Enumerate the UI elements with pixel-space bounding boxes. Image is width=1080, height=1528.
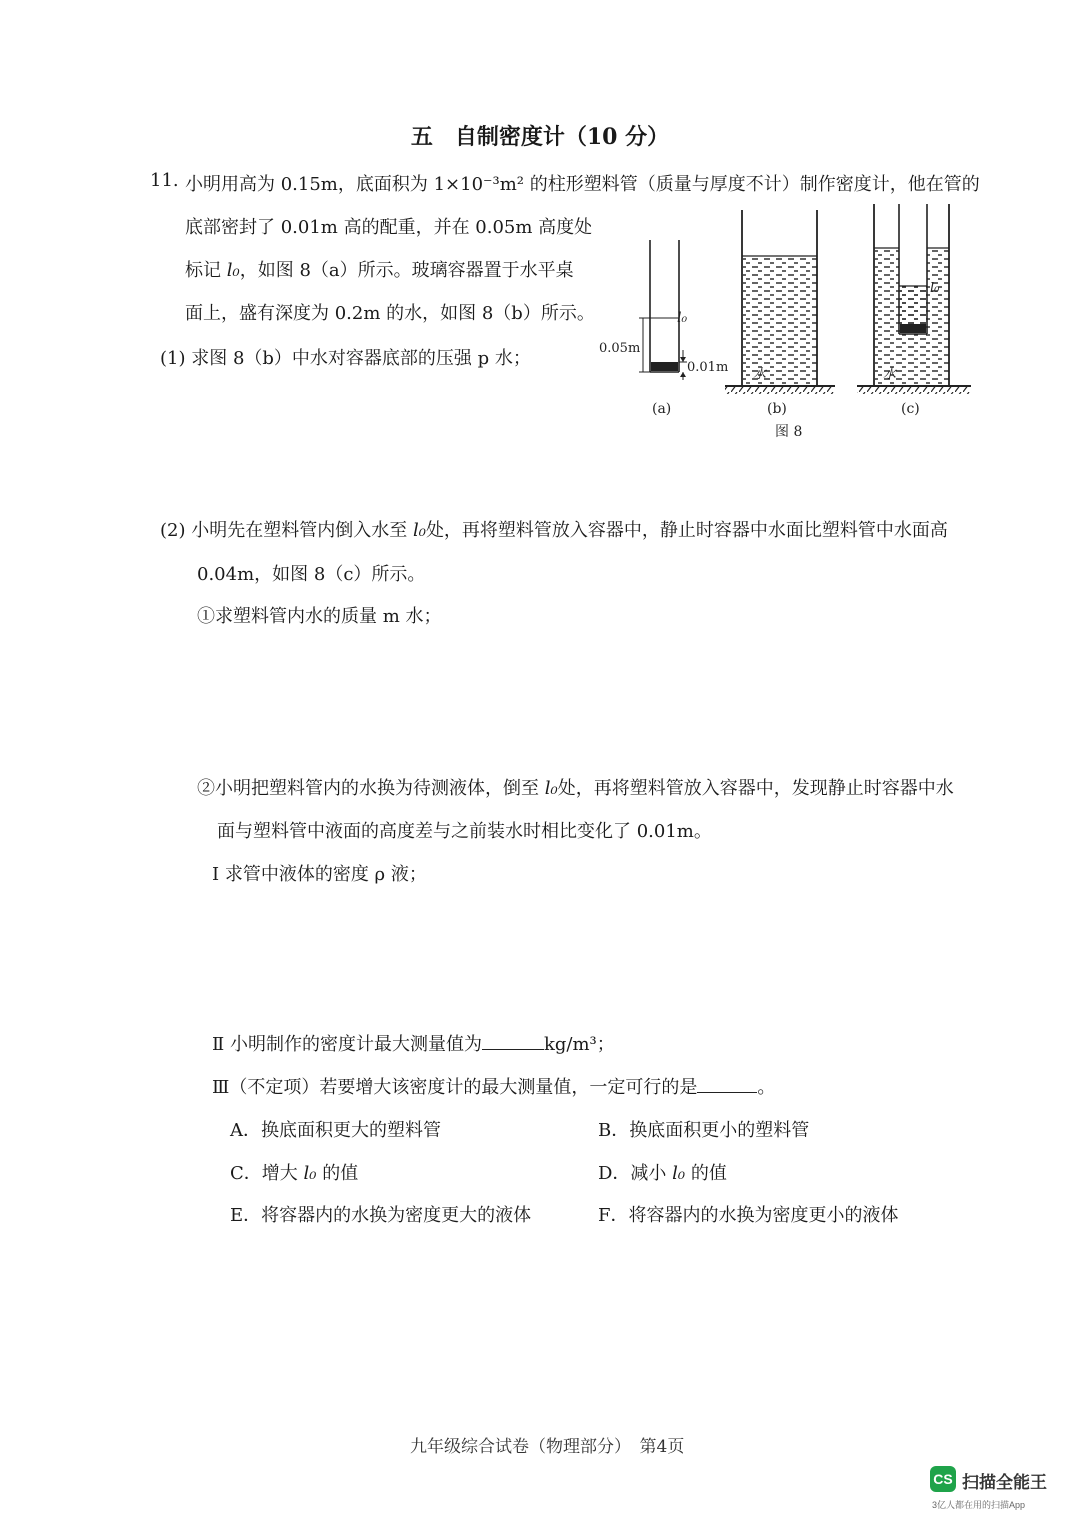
part-1: (1) 求图 8（b）中水对容器底部的压强 p 水； <box>160 348 531 369</box>
sub-question-2-text: ②小明把塑料管内的水换为待测液体，倒至 <box>197 778 545 799</box>
figure-c-container <box>857 204 971 394</box>
part-2-text: 处，再将塑料管放入容器中，静止时容器中水面比塑料管中水面高 <box>425 520 948 541</box>
question-number: 11. <box>150 170 179 191</box>
l0-symbol: l₀ <box>303 1163 317 1184</box>
roman-2-unit: kg/m³； <box>543 1034 615 1055</box>
figure-b-label: (b) <box>767 401 787 417</box>
sub-question-1: ①求塑料管内水的质量 m 水； <box>197 606 442 627</box>
part-2-line-2: 0.04m，如图 8（c）所示。 <box>197 564 426 585</box>
answer-blank-max-density[interactable] <box>482 1033 544 1050</box>
question-stem-line-2: 底部密封了 0.01m 高的配重，并在 0.05m 高度处 <box>185 217 593 238</box>
option-b: B．换底面积更小的塑料管 <box>598 1120 810 1141</box>
sub-question-2-text: 处，再将塑料管放入容器中，发现静止时容器中水 <box>557 778 954 799</box>
scanner-app-slogan: 3亿人都在用的扫描App <box>932 1500 1026 1510</box>
figure-c-water-label: 水 <box>883 367 897 382</box>
question-stem-line-4: 面上，盛有深度为 0.2m 的水，如图 8（b）所示。 <box>185 303 595 324</box>
option-d-text: D．减小 <box>598 1163 673 1184</box>
page-footer: 九年级综合试卷（物理部分） 第4页 <box>410 1437 685 1457</box>
answer-blank-options[interactable] <box>697 1076 757 1093</box>
figure-a-l0-label: l₀ <box>677 310 688 326</box>
l0-symbol: l₀ <box>544 778 558 799</box>
figure-c-l0-label: l₀ <box>930 281 940 296</box>
option-a: A．换底面积更大的塑料管 <box>230 1120 441 1141</box>
figure-a-label: (a) <box>652 401 672 417</box>
roman-3-end: 。 <box>757 1077 776 1098</box>
roman-2-text: Ⅱ 小明制作的密度计最大测量值为 <box>212 1034 482 1055</box>
option-f: F．将容器内的水换为密度更小的液体 <box>598 1205 899 1226</box>
roman-3-text: Ⅲ（不定项）若要增大该密度计的最大测量值，一定可行的是 <box>212 1077 698 1098</box>
figure-c-label: (c) <box>901 401 920 417</box>
option-e: E．将容器内的水换为密度更大的液体 <box>230 1205 532 1226</box>
roman-3 <box>212 1073 775 1099</box>
figure-caption: 图 8 <box>775 424 803 440</box>
sub-question-2-line-2: 面与塑料管中液面的高度差与之前装水时相比变化了 0.01m。 <box>217 821 712 842</box>
option-c <box>230 1159 358 1185</box>
figure-8 <box>595 200 980 445</box>
roman-2 <box>212 1030 615 1056</box>
question-stem-line-3 <box>185 256 574 282</box>
l0-symbol: l₀ <box>226 260 240 281</box>
sub-question-2-line-1 <box>197 774 954 800</box>
scanner-logo-icon: CS <box>930 1466 956 1492</box>
part-2-text: (2) 小明先在塑料管内倒入水至 <box>160 520 413 541</box>
question-stem-line-1: 小明用高为 0.15m，底面积为 1×10⁻³m² 的柱形塑料管（质量与厚度不计）制作密度计，他在管的 <box>185 174 980 195</box>
l0-symbol: l₀ <box>412 520 426 541</box>
part-2-line-1 <box>160 516 948 542</box>
option-c-text: C．增大 <box>230 1163 304 1184</box>
l0-symbol: l₀ <box>672 1163 686 1184</box>
scanner-app-name: 扫描全能王 <box>962 1473 1047 1492</box>
option-c-text: 的值 <box>316 1163 359 1184</box>
figure-b-container <box>725 210 835 394</box>
figure-b-water-label: 水 <box>753 367 767 382</box>
stem-text: ，如图 8（a）所示。玻璃容器置于水平桌 <box>239 260 574 281</box>
stem-text: 标记 <box>185 260 227 281</box>
figure-a-dim-005: 0.05m <box>599 341 641 356</box>
section-title: 五 自制密度计（10 分） <box>410 124 670 150</box>
option-d <box>598 1159 727 1185</box>
roman-1: Ⅰ 求管中液体的密度 ρ 液； <box>212 864 427 885</box>
figure-a-dim-001: 0.01m <box>687 360 729 375</box>
option-d-text: 的值 <box>685 1163 727 1184</box>
